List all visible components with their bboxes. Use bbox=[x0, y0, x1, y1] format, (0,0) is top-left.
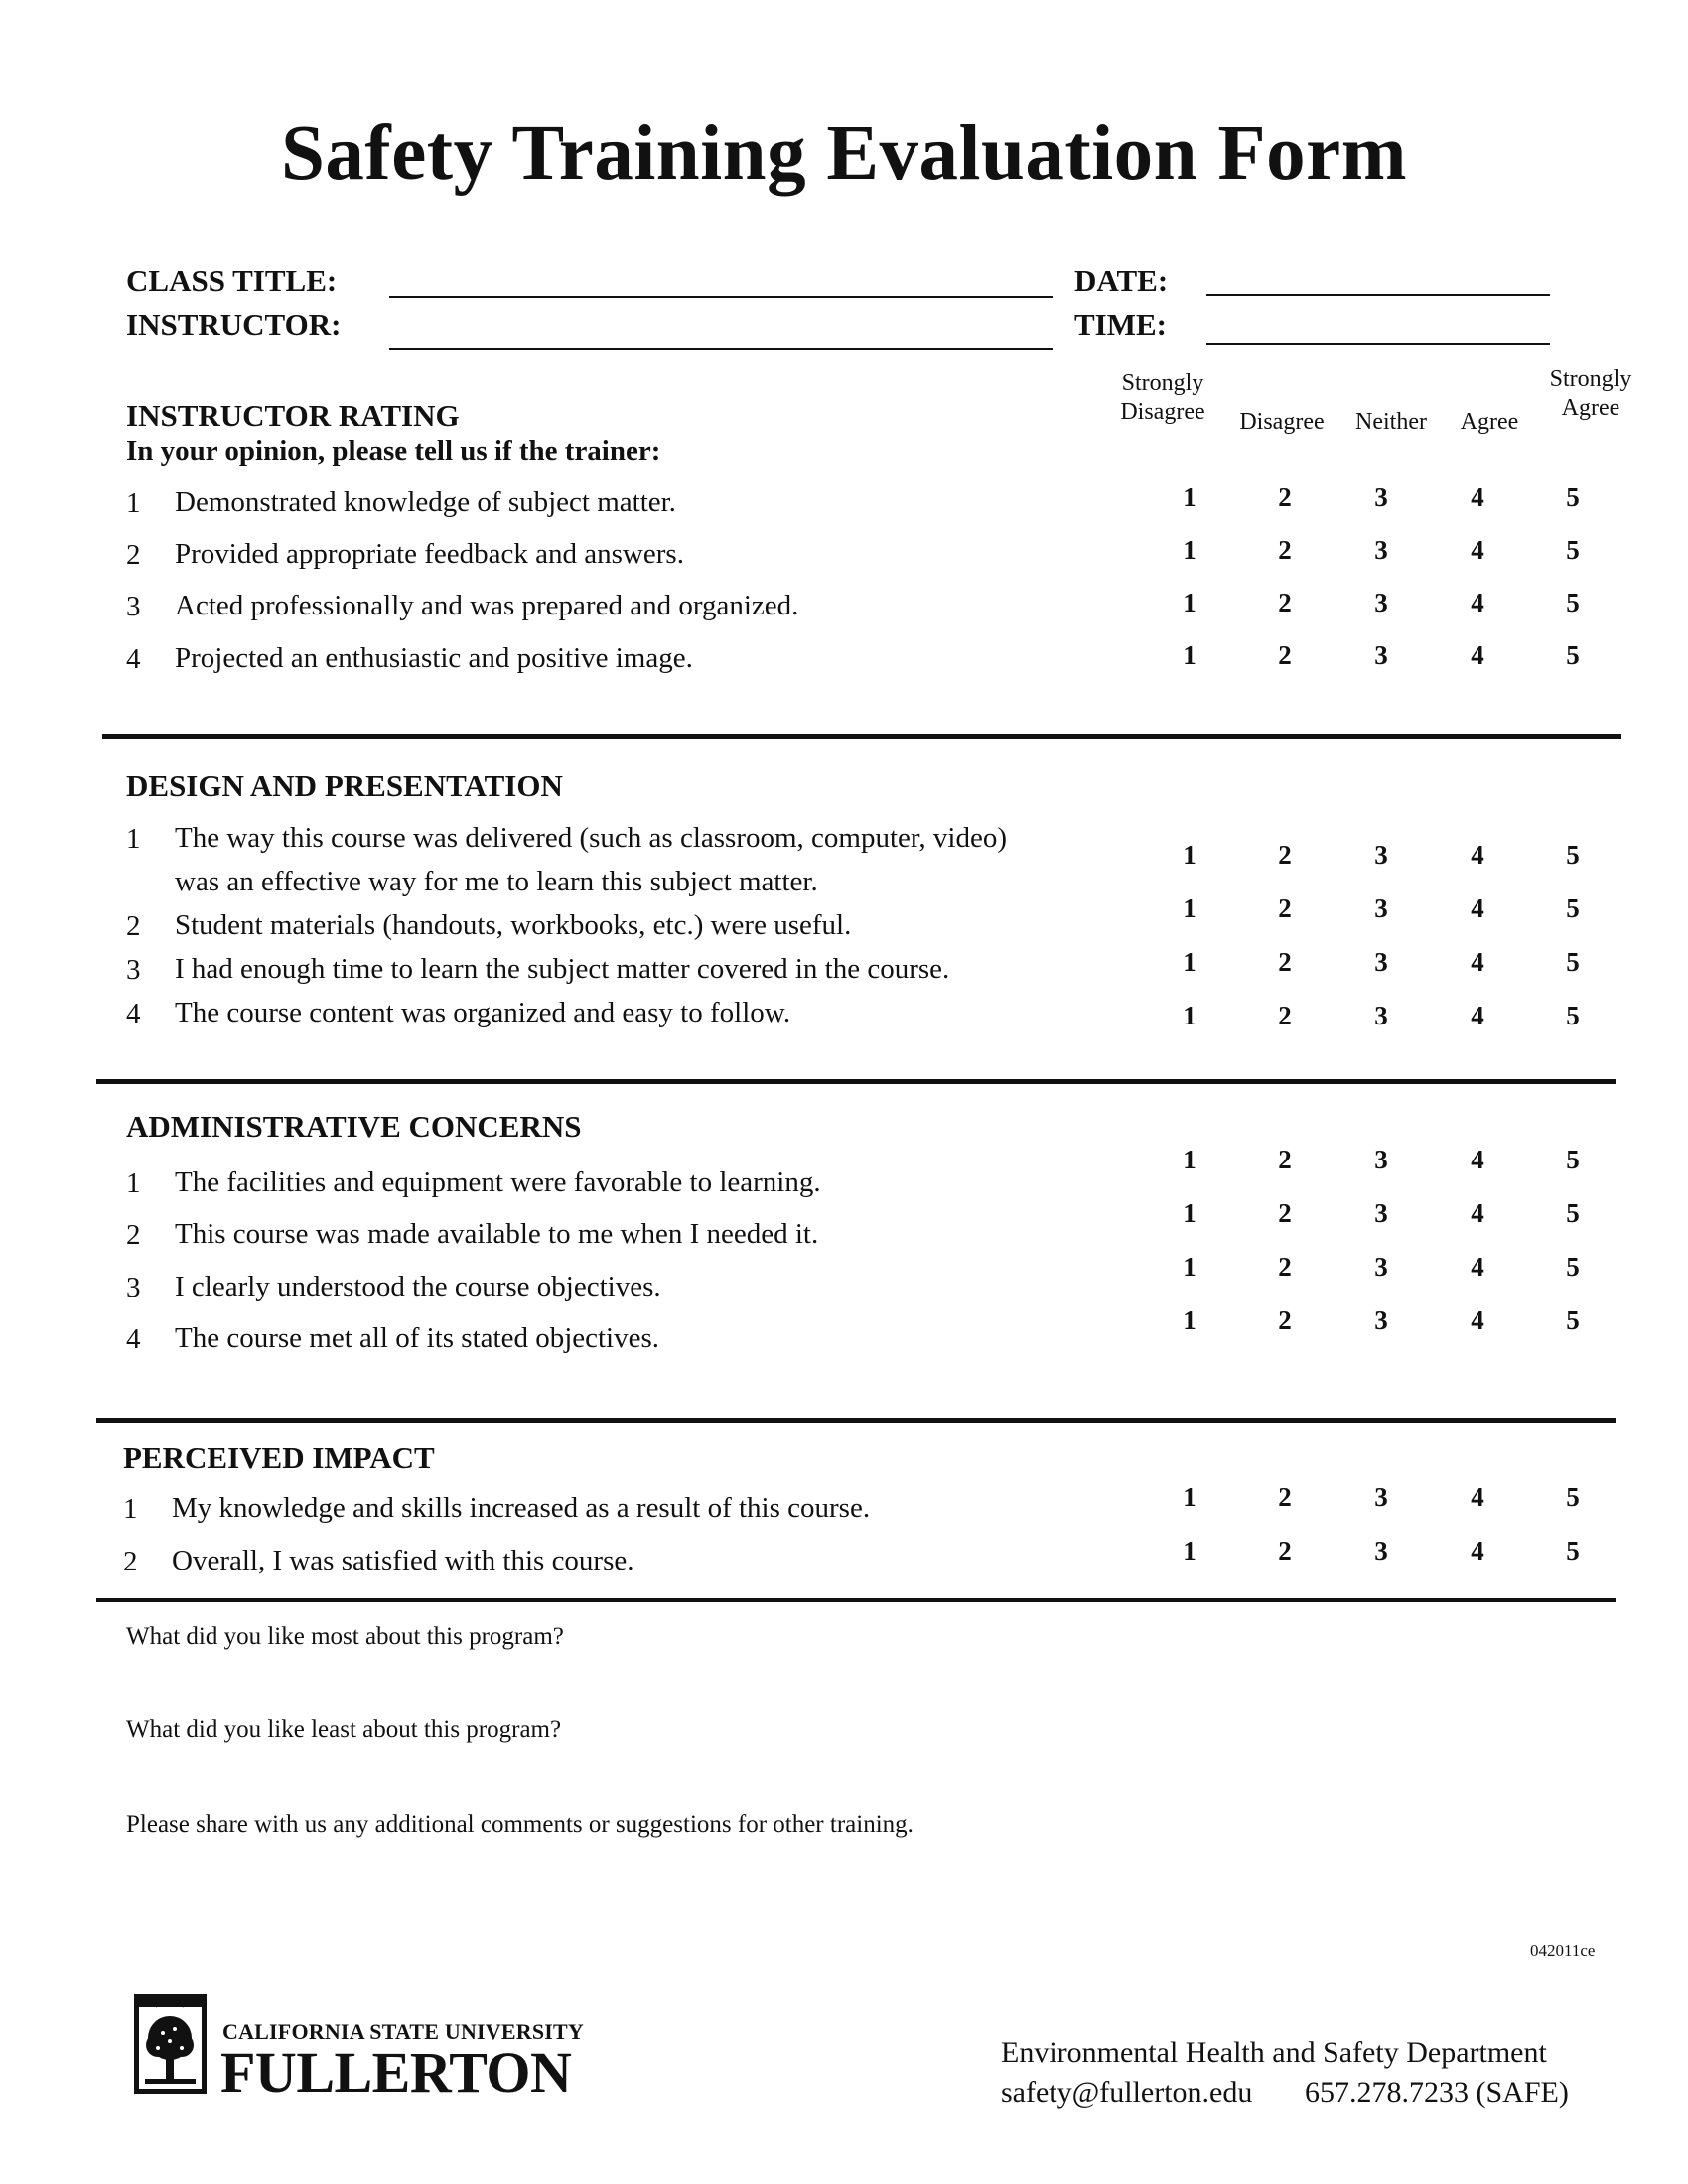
rating-option[interactable]: 2 bbox=[1278, 1536, 1292, 1566]
class-title-field[interactable] bbox=[389, 296, 1053, 298]
rating-option[interactable]: 5 bbox=[1566, 640, 1580, 670]
rating-option[interactable]: 5 bbox=[1566, 1252, 1580, 1282]
rating-option[interactable]: 5 bbox=[1566, 1536, 1580, 1566]
question-number: 1 bbox=[123, 1493, 138, 1525]
rating-option[interactable]: 5 bbox=[1566, 535, 1580, 565]
rating-option[interactable]: 1 bbox=[1183, 588, 1196, 617]
rating-option[interactable]: 2 bbox=[1278, 1252, 1292, 1282]
question-text: The course met all of its stated objectives. bbox=[175, 1322, 660, 1354]
rating-option[interactable]: 4 bbox=[1471, 1145, 1484, 1174]
rating-option[interactable]: 3 bbox=[1374, 1001, 1388, 1030]
rating-option[interactable]: 4 bbox=[1471, 588, 1484, 617]
question-number: 2 bbox=[126, 539, 141, 571]
instructor-label: INSTRUCTOR: bbox=[126, 307, 342, 341]
rating-option[interactable]: 3 bbox=[1374, 535, 1388, 565]
rating-option[interactable]: 3 bbox=[1374, 1252, 1388, 1282]
rating-option[interactable]: 1 bbox=[1183, 1145, 1196, 1174]
rating-option[interactable]: 1 bbox=[1183, 1252, 1196, 1282]
perceived-impact-heading: PERCEIVED IMPACT bbox=[123, 1440, 435, 1475]
rating-option[interactable]: 4 bbox=[1471, 482, 1484, 512]
rating-option[interactable]: 3 bbox=[1374, 1482, 1388, 1512]
question-text: Projected an enthusiastic and positive image. bbox=[175, 642, 693, 674]
question-text-continued: was an effective way for me to learn this subject matter. bbox=[175, 866, 818, 897]
rating-option[interactable]: 1 bbox=[1183, 840, 1196, 870]
rating-option[interactable]: 2 bbox=[1278, 1305, 1292, 1335]
footer-email: safety@fullerton.edu bbox=[1001, 2076, 1253, 2109]
instructor-field[interactable] bbox=[389, 348, 1053, 350]
rating-option[interactable]: 2 bbox=[1278, 588, 1292, 617]
section-divider bbox=[96, 1418, 1616, 1423]
question-text: I clearly understood the course objectives. bbox=[175, 1271, 661, 1302]
rating-option[interactable]: 1 bbox=[1183, 1305, 1196, 1335]
scale-disagree: Disagree bbox=[1239, 409, 1325, 435]
rating-option[interactable]: 2 bbox=[1278, 1198, 1292, 1228]
logo-university-line: CALIFORNIA STATE UNIVERSITY bbox=[222, 2019, 584, 2044]
question-text: Demonstrated knowledge of subject matter. bbox=[175, 486, 676, 518]
rating-option[interactable]: 3 bbox=[1374, 1305, 1388, 1335]
administrative-heading: ADMINISTRATIVE CONCERNS bbox=[126, 1109, 582, 1144]
rating-option[interactable]: 2 bbox=[1278, 893, 1292, 923]
question-number: 1 bbox=[126, 487, 141, 519]
question-number: 2 bbox=[123, 1546, 138, 1577]
section-divider bbox=[102, 734, 1621, 739]
question-number: 4 bbox=[126, 1323, 141, 1355]
rating-option[interactable]: 5 bbox=[1566, 588, 1580, 617]
question-number: 1 bbox=[126, 823, 141, 855]
scale-strongly-agree: Strongly Agree bbox=[1549, 366, 1632, 421]
rating-option[interactable]: 5 bbox=[1566, 1198, 1580, 1228]
scale-neither: Neither bbox=[1355, 409, 1427, 435]
rating-option[interactable]: 4 bbox=[1471, 1001, 1484, 1030]
question-number: 4 bbox=[126, 643, 141, 675]
rating-option[interactable]: 1 bbox=[1183, 482, 1196, 512]
form-code: 042011ce bbox=[1530, 1941, 1596, 1960]
comments-question: Please share with us any additional comments or suggestions for other training. bbox=[126, 1811, 914, 1838]
rating-option[interactable]: 3 bbox=[1374, 482, 1388, 512]
rating-option[interactable]: 4 bbox=[1471, 1252, 1484, 1282]
question-text: The facilities and equipment were favorable to learning. bbox=[175, 1166, 821, 1198]
rating-option[interactable]: 1 bbox=[1183, 1536, 1196, 1566]
question-number: 2 bbox=[126, 910, 141, 942]
question-number: 3 bbox=[126, 591, 141, 622]
rating-option[interactable]: 1 bbox=[1183, 1198, 1196, 1228]
rating-option[interactable]: 4 bbox=[1471, 893, 1484, 923]
question-number: 2 bbox=[126, 1219, 141, 1251]
rating-option[interactable]: 4 bbox=[1471, 1198, 1484, 1228]
rating-option[interactable]: 3 bbox=[1374, 893, 1388, 923]
question-text: The way this course was delivered (such as classroom, computer, video) bbox=[175, 822, 1007, 854]
question-number: 3 bbox=[126, 954, 141, 986]
question-text: Provided appropriate feedback and answers. bbox=[175, 538, 684, 570]
rating-option[interactable]: 2 bbox=[1278, 1001, 1292, 1030]
rating-option[interactable]: 2 bbox=[1278, 535, 1292, 565]
rating-option[interactable]: 3 bbox=[1374, 1536, 1388, 1566]
rating-option[interactable]: 4 bbox=[1471, 840, 1484, 870]
like-least-question: What did you like least about this program? bbox=[126, 1716, 562, 1743]
question-number: 4 bbox=[126, 998, 141, 1029]
rating-option[interactable]: 2 bbox=[1278, 482, 1292, 512]
rating-option[interactable]: 4 bbox=[1471, 535, 1484, 565]
rating-option[interactable]: 2 bbox=[1278, 947, 1292, 977]
rating-option[interactable]: 5 bbox=[1566, 1001, 1580, 1030]
date-label: DATE: bbox=[1074, 263, 1169, 298]
rating-option[interactable]: 4 bbox=[1471, 1536, 1484, 1566]
section-divider bbox=[96, 1079, 1616, 1084]
time-field[interactable] bbox=[1206, 343, 1550, 345]
rating-option[interactable]: 1 bbox=[1183, 1001, 1196, 1030]
rating-option[interactable]: 5 bbox=[1566, 1482, 1580, 1512]
rating-option[interactable]: 5 bbox=[1566, 1145, 1580, 1174]
rating-option[interactable]: 3 bbox=[1374, 588, 1388, 617]
rating-option[interactable]: 1 bbox=[1183, 893, 1196, 923]
rating-option[interactable]: 3 bbox=[1374, 947, 1388, 977]
rating-option[interactable]: 3 bbox=[1374, 840, 1388, 870]
footer-phone: 657.278.7233 (SAFE) bbox=[1305, 2076, 1569, 2109]
question-number: 3 bbox=[126, 1272, 141, 1303]
question-number: 1 bbox=[126, 1167, 141, 1199]
rating-option[interactable]: 3 bbox=[1374, 1198, 1388, 1228]
question-text: Acted professionally and was prepared and organized. bbox=[175, 590, 799, 621]
question-text: I had enough time to learn the subject matter covered in the course. bbox=[175, 953, 950, 985]
scale-strongly-disagree: Strongly Disagree bbox=[1120, 370, 1205, 425]
rating-option[interactable]: 3 bbox=[1374, 1145, 1388, 1174]
rating-option[interactable]: 1 bbox=[1183, 640, 1196, 670]
rating-option[interactable]: 5 bbox=[1566, 482, 1580, 512]
design-presentation-heading: DESIGN AND PRESENTATION bbox=[126, 768, 563, 803]
like-most-question: What did you like most about this program? bbox=[126, 1623, 564, 1650]
rating-option[interactable]: 1 bbox=[1183, 535, 1196, 565]
scale-agree: Agree bbox=[1460, 409, 1519, 435]
class-title-label: CLASS TITLE: bbox=[126, 263, 338, 298]
rating-option[interactable]: 5 bbox=[1566, 947, 1580, 977]
instructor-rating-subheading: In your opinion, please tell us if the trainer: bbox=[126, 435, 661, 467]
rating-option[interactable]: 5 bbox=[1566, 893, 1580, 923]
rating-option[interactable]: 5 bbox=[1566, 840, 1580, 870]
time-label: TIME: bbox=[1074, 307, 1167, 341]
rating-option[interactable]: 2 bbox=[1278, 840, 1292, 870]
question-text: The course content was organized and easy to follow. bbox=[175, 997, 791, 1028]
rating-option[interactable]: 4 bbox=[1471, 640, 1484, 670]
question-text: My knowledge and skills increased as a result of this course. bbox=[172, 1492, 871, 1524]
question-text: Overall, I was satisfied with this course. bbox=[172, 1545, 634, 1576]
question-text: Student materials (handouts, workbooks, etc.) were useful. bbox=[175, 909, 852, 941]
rating-option[interactable]: 1 bbox=[1183, 947, 1196, 977]
rating-option[interactable]: 2 bbox=[1278, 1145, 1292, 1174]
section-divider bbox=[96, 1598, 1616, 1602]
question-text: This course was made available to me when I needed it. bbox=[175, 1218, 819, 1250]
instructor-rating-heading: INSTRUCTOR RATING bbox=[126, 398, 460, 433]
rating-option[interactable]: 5 bbox=[1566, 1305, 1580, 1335]
logo-fullerton: FULLERTON bbox=[220, 2040, 572, 2105]
rating-option[interactable]: 4 bbox=[1471, 1482, 1484, 1512]
page-title: Safety Training Evaluation Form bbox=[281, 110, 1407, 197]
rating-option[interactable]: 2 bbox=[1278, 1482, 1292, 1512]
footer-department: Environmental Health and Safety Department bbox=[1001, 2036, 1547, 2069]
rating-option[interactable]: 1 bbox=[1183, 1482, 1196, 1512]
rating-option[interactable]: 2 bbox=[1278, 640, 1292, 670]
rating-option[interactable]: 4 bbox=[1471, 1305, 1484, 1335]
date-field[interactable] bbox=[1206, 294, 1550, 296]
rating-option[interactable]: 3 bbox=[1374, 640, 1388, 670]
csuf-tree-logo-icon bbox=[133, 1993, 208, 2095]
rating-option[interactable]: 4 bbox=[1471, 947, 1484, 977]
